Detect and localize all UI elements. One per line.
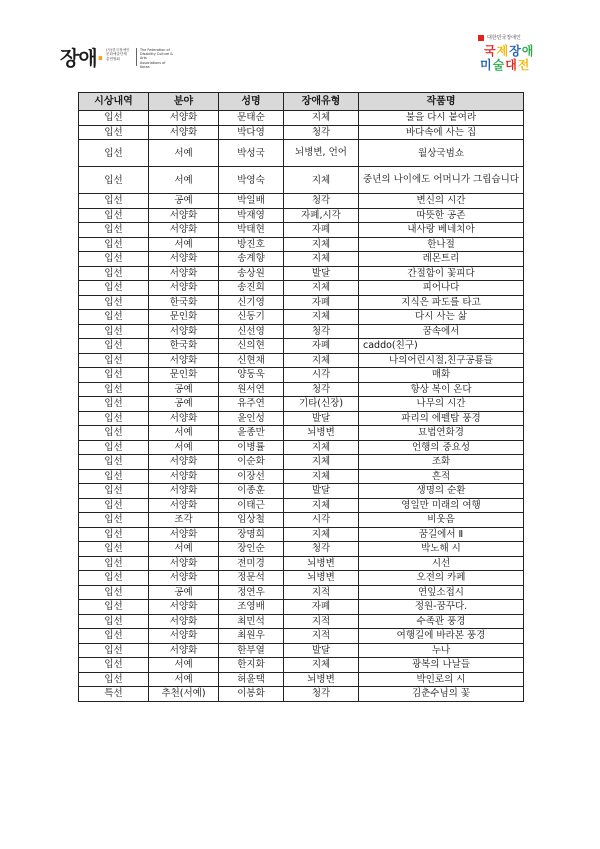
cell-field: 서예	[149, 140, 219, 167]
cell-award: 입선	[79, 223, 149, 238]
cell-title: 꿈속에서	[359, 324, 524, 339]
cell-field: 한국화	[149, 295, 219, 310]
cell-award: 입선	[79, 310, 149, 325]
table-row	[79, 426, 524, 441]
art-exhibition-logo	[478, 34, 548, 74]
cell-field: 서양화	[149, 111, 219, 126]
cell-title: caddo(친구)	[359, 339, 524, 354]
cell-title: 내사랑 베네치아	[359, 223, 524, 238]
table-row	[79, 687, 524, 702]
cell-award: 입선	[79, 585, 149, 600]
cell-name: 한지화	[219, 658, 284, 673]
cell-disability: 지체	[284, 237, 359, 252]
cell-disability: 자폐	[284, 223, 359, 238]
cell-field: 서예	[149, 658, 219, 673]
cell-award: 입선	[79, 368, 149, 383]
cell-field: 서예	[149, 672, 219, 687]
cell-field: 서양화	[149, 643, 219, 658]
cell-title: 비웃음	[359, 513, 524, 528]
cell-disability: 발달	[284, 266, 359, 281]
cell-name: 송진희	[219, 281, 284, 296]
cell-name: 정연우	[219, 585, 284, 600]
cell-disability: 기타(신장)	[284, 397, 359, 412]
cell-award: 입선	[79, 353, 149, 368]
cell-award: 입선	[79, 455, 149, 470]
cell-disability: 청각	[284, 382, 359, 397]
table-row	[79, 252, 524, 267]
cell-disability: 자폐,시각	[284, 208, 359, 223]
cell-disability: 지적	[284, 585, 359, 600]
cell-award: 입선	[79, 571, 149, 586]
cell-name: 조영배	[219, 600, 284, 615]
table-row	[79, 140, 524, 167]
cell-award: 입선	[79, 614, 149, 629]
cell-award: 입선	[79, 125, 149, 140]
cell-award: 입선	[79, 339, 149, 354]
cell-name: 이태근	[219, 498, 284, 513]
table-row	[79, 571, 524, 586]
cell-disability: 발달	[284, 643, 359, 658]
table-row	[79, 527, 524, 542]
cell-award: 입선	[79, 469, 149, 484]
cell-disability: 지체	[284, 310, 359, 325]
cell-name: 박태현	[219, 223, 284, 238]
table-row	[79, 411, 524, 426]
cell-disability: 뇌병변	[284, 672, 359, 687]
art-exhibition-org: 대한민국장애인	[478, 34, 521, 42]
header-name: 성명	[219, 93, 284, 111]
cell-award: 입선	[79, 629, 149, 644]
cell-name: 윤인성	[219, 411, 284, 426]
cell-field: 서양화	[149, 484, 219, 499]
cell-disability: 청각	[284, 687, 359, 702]
table-row	[79, 281, 524, 296]
cell-title: 연잎소접시	[359, 585, 524, 600]
cell-field: 서양화	[149, 556, 219, 571]
cell-field: 서양화	[149, 629, 219, 644]
cell-award: 입선	[79, 658, 149, 673]
cell-award: 입선	[79, 513, 149, 528]
cell-field: 서양화	[149, 469, 219, 484]
table-row	[79, 600, 524, 615]
cell-disability: 지체	[284, 353, 359, 368]
cell-award: 입선	[79, 484, 149, 499]
table-row	[79, 111, 524, 126]
cell-title: 언행의 중요성	[359, 440, 524, 455]
cell-field: 서양화	[149, 527, 219, 542]
cell-title: 레몬트리	[359, 252, 524, 267]
cell-field: 서양화	[149, 266, 219, 281]
art-exhibition-logo-line1: 국제장애	[484, 44, 535, 58]
table-row	[79, 167, 524, 194]
cell-field: 서양화	[149, 600, 219, 615]
cell-title: 매화	[359, 368, 524, 383]
cell-field: 추천(서예)	[149, 687, 219, 702]
cell-title: 여행길에 바라본 풍경	[359, 629, 524, 644]
cell-award: 입선	[79, 542, 149, 557]
cell-field: 문인화	[149, 368, 219, 383]
cell-name: 박성국	[219, 140, 284, 167]
cell-disability: 발달	[284, 411, 359, 426]
cell-field: 공예	[149, 194, 219, 209]
header-disability: 장애유형	[284, 93, 359, 111]
cell-field: 서양화	[149, 281, 219, 296]
cell-disability: 청각	[284, 125, 359, 140]
cell-field: 한국화	[149, 339, 219, 354]
cell-award: 입선	[79, 527, 149, 542]
cell-field: 서양화	[149, 252, 219, 267]
cell-field: 서양화	[149, 208, 219, 223]
table-row	[79, 382, 524, 397]
cell-name: 신의현	[219, 339, 284, 354]
cell-title: 변신의 시간	[359, 194, 524, 209]
cell-disability: 지체	[284, 469, 359, 484]
cell-name: 이순화	[219, 455, 284, 470]
cell-disability: 지체	[284, 658, 359, 673]
cell-award: 입선	[79, 440, 149, 455]
cell-title: 중년의 나이에도 어머니가 그립습니다	[359, 167, 524, 194]
table-row	[79, 440, 524, 455]
cell-title: 생명의 순환	[359, 484, 524, 499]
cell-name: 신현채	[219, 353, 284, 368]
cell-title: 시선	[359, 556, 524, 571]
cell-name: 신기영	[219, 295, 284, 310]
cell-title: 박인로의 시	[359, 672, 524, 687]
table-row	[79, 629, 524, 644]
cell-field: 공예	[149, 382, 219, 397]
cell-award: 입선	[79, 252, 149, 267]
cell-title: 불을 다시 붙여라	[359, 111, 524, 126]
table-row	[79, 310, 524, 325]
cell-field: 서양화	[149, 498, 219, 513]
cell-disability: 뇌병변	[284, 556, 359, 571]
cell-name: 원서연	[219, 382, 284, 397]
cell-name: 송상원	[219, 266, 284, 281]
cell-award: 입선	[79, 600, 149, 615]
cell-disability: 시각	[284, 513, 359, 528]
cell-title: 나의어린시절,친구공룡들	[359, 353, 524, 368]
cell-name: 신동기	[219, 310, 284, 325]
cell-title: 정원-꿈꾸다.	[359, 600, 524, 615]
cell-name: 이봉화	[219, 687, 284, 702]
table-row	[79, 469, 524, 484]
table-row	[79, 672, 524, 687]
cell-title: 묘법연화경	[359, 426, 524, 441]
cell-title: 바다속에 사는 집	[359, 125, 524, 140]
cell-name: 윤종만	[219, 426, 284, 441]
cell-title: 오전의 카페	[359, 571, 524, 586]
cell-field: 서예	[149, 237, 219, 252]
table-row	[79, 397, 524, 412]
cell-name: 신선영	[219, 324, 284, 339]
federation-logo	[60, 44, 180, 72]
cell-title: 월상국범쇼	[359, 140, 524, 167]
cell-name: 박일배	[219, 194, 284, 209]
cell-name: 양동욱	[219, 368, 284, 383]
cell-disability: 뇌병변	[284, 571, 359, 586]
cell-field: 서양화	[149, 125, 219, 140]
cell-award: 입선	[79, 426, 149, 441]
cell-disability: 지적	[284, 614, 359, 629]
cell-title: 꿈길에서 Ⅱ	[359, 527, 524, 542]
cell-title: 조화	[359, 455, 524, 470]
cell-field: 서양화	[149, 571, 219, 586]
cell-name: 장명희	[219, 527, 284, 542]
cell-title: 누나	[359, 643, 524, 658]
cell-disability: 지체	[284, 527, 359, 542]
cell-disability: 자폐	[284, 600, 359, 615]
cell-name: 이장선	[219, 469, 284, 484]
cell-title: 간절함이 꽃피다	[359, 266, 524, 281]
cell-award: 입선	[79, 281, 149, 296]
table-row	[79, 295, 524, 310]
cell-disability: 지체	[284, 167, 359, 194]
cell-title: 항상 복이 온다	[359, 382, 524, 397]
cell-name: 문태순	[219, 111, 284, 126]
header-field: 분야	[149, 93, 219, 111]
cell-field: 공예	[149, 397, 219, 412]
cell-award: 입선	[79, 411, 149, 426]
cell-award: 입선	[79, 237, 149, 252]
cell-award: 입선	[79, 266, 149, 281]
federation-logo-mark: 장애·	[60, 46, 104, 70]
cell-award: 입선	[79, 111, 149, 126]
header-title: 작품명	[359, 93, 524, 111]
cell-title: 영일만 미래의 여행	[359, 498, 524, 513]
cell-field: 서예	[149, 167, 219, 194]
table-row	[79, 353, 524, 368]
cell-disability: 발달	[284, 484, 359, 499]
cell-name: 이종훈	[219, 484, 284, 499]
cell-field: 서예	[149, 440, 219, 455]
logo-divider	[136, 48, 137, 66]
cell-award: 입선	[79, 295, 149, 310]
cell-name: 허윤택	[219, 672, 284, 687]
cell-name: 정문석	[219, 571, 284, 586]
cell-name: 이병률	[219, 440, 284, 455]
cell-disability: 지체	[284, 498, 359, 513]
cell-field: 서예	[149, 542, 219, 557]
table-row	[79, 585, 524, 600]
table-row	[79, 614, 524, 629]
table-row	[79, 643, 524, 658]
cell-disability: 청각	[284, 542, 359, 557]
federation-logo-korean: (사)한국장애인 문화예술단체 총연합회	[106, 48, 130, 61]
cell-disability: 청각	[284, 194, 359, 209]
cell-name: 한부열	[219, 643, 284, 658]
cell-field: 서양화	[149, 411, 219, 426]
cell-name: 송계향	[219, 252, 284, 267]
table-row	[79, 125, 524, 140]
cell-award: 입선	[79, 194, 149, 209]
cell-award: 입선	[79, 643, 149, 658]
cell-award: 입선	[79, 324, 149, 339]
cell-title: 박노해 시	[359, 542, 524, 557]
cell-title: 피어나다	[359, 281, 524, 296]
cell-title: 광복의 나날들	[359, 658, 524, 673]
cell-award: 입선	[79, 382, 149, 397]
cell-disability: 지체	[284, 440, 359, 455]
cell-disability: 지체	[284, 111, 359, 126]
cell-title: 파리의 에펠탑 풍경	[359, 411, 524, 426]
cell-name: 유주연	[219, 397, 284, 412]
cell-field: 서예	[149, 426, 219, 441]
cell-disability: 지적	[284, 629, 359, 644]
cell-name: 박재영	[219, 208, 284, 223]
table-row	[79, 455, 524, 470]
header-award: 시상내역	[79, 93, 149, 111]
table-row	[79, 658, 524, 673]
art-exhibition-logo-line2: 미술대전	[480, 58, 531, 72]
cell-award: 특선	[79, 687, 149, 702]
cell-name: 전미경	[219, 556, 284, 571]
cell-name: 장인순	[219, 542, 284, 557]
table-row	[79, 266, 524, 281]
cell-title: 김춘수님의 꽃	[359, 687, 524, 702]
table-row	[79, 223, 524, 238]
cell-field: 조각	[149, 513, 219, 528]
table-row	[79, 542, 524, 557]
table-row	[79, 513, 524, 528]
cell-disability: 지체	[284, 252, 359, 267]
cell-disability: 뇌병변	[284, 426, 359, 441]
table-row	[79, 324, 524, 339]
cell-award: 입선	[79, 140, 149, 167]
table-row	[79, 194, 524, 209]
cell-name: 임상철	[219, 513, 284, 528]
cell-field: 서양화	[149, 353, 219, 368]
table-row	[79, 368, 524, 383]
cell-name: 최원우	[219, 629, 284, 644]
cell-title: 수족관 풍경	[359, 614, 524, 629]
cell-award: 입선	[79, 556, 149, 571]
cell-award: 입선	[79, 397, 149, 412]
cell-award: 입선	[79, 208, 149, 223]
cell-disability: 지체	[284, 281, 359, 296]
cell-disability: 시각	[284, 368, 359, 383]
table-row	[79, 556, 524, 571]
cell-field: 공예	[149, 585, 219, 600]
cell-disability: 지체	[284, 455, 359, 470]
cell-disability: 자폐	[284, 339, 359, 354]
cell-name: 박영숙	[219, 167, 284, 194]
cell-award: 입선	[79, 167, 149, 194]
cell-name: 박다영	[219, 125, 284, 140]
cell-field: 서양화	[149, 223, 219, 238]
table-row	[79, 484, 524, 499]
cell-field: 서양화	[149, 324, 219, 339]
cell-title: 지식은 파도를 타고	[359, 295, 524, 310]
cell-title: 흔적	[359, 469, 524, 484]
cell-title: 따뜻한 공존	[359, 208, 524, 223]
table-row	[79, 339, 524, 354]
cell-award: 입선	[79, 498, 149, 513]
table-row	[79, 208, 524, 223]
cell-disability: 자폐	[284, 295, 359, 310]
table-row	[79, 237, 524, 252]
cell-field: 문인화	[149, 310, 219, 325]
cell-disability: 청각	[284, 324, 359, 339]
federation-logo-english: The Federation of Disability Culture & Arts Associations of Korea	[140, 48, 173, 69]
cell-title: 다시 사는 삶	[359, 310, 524, 325]
table-header-row	[79, 93, 524, 111]
award-results-table	[78, 92, 524, 702]
cell-award: 입선	[79, 672, 149, 687]
cell-field: 서양화	[149, 455, 219, 470]
cell-name: 최민석	[219, 614, 284, 629]
cell-title: 한나절	[359, 237, 524, 252]
cell-name: 방진호	[219, 237, 284, 252]
cell-disability: 뇌병변, 언어	[284, 140, 359, 167]
table-row	[79, 498, 524, 513]
cell-field: 서양화	[149, 614, 219, 629]
cell-title: 나무의 시간	[359, 397, 524, 412]
